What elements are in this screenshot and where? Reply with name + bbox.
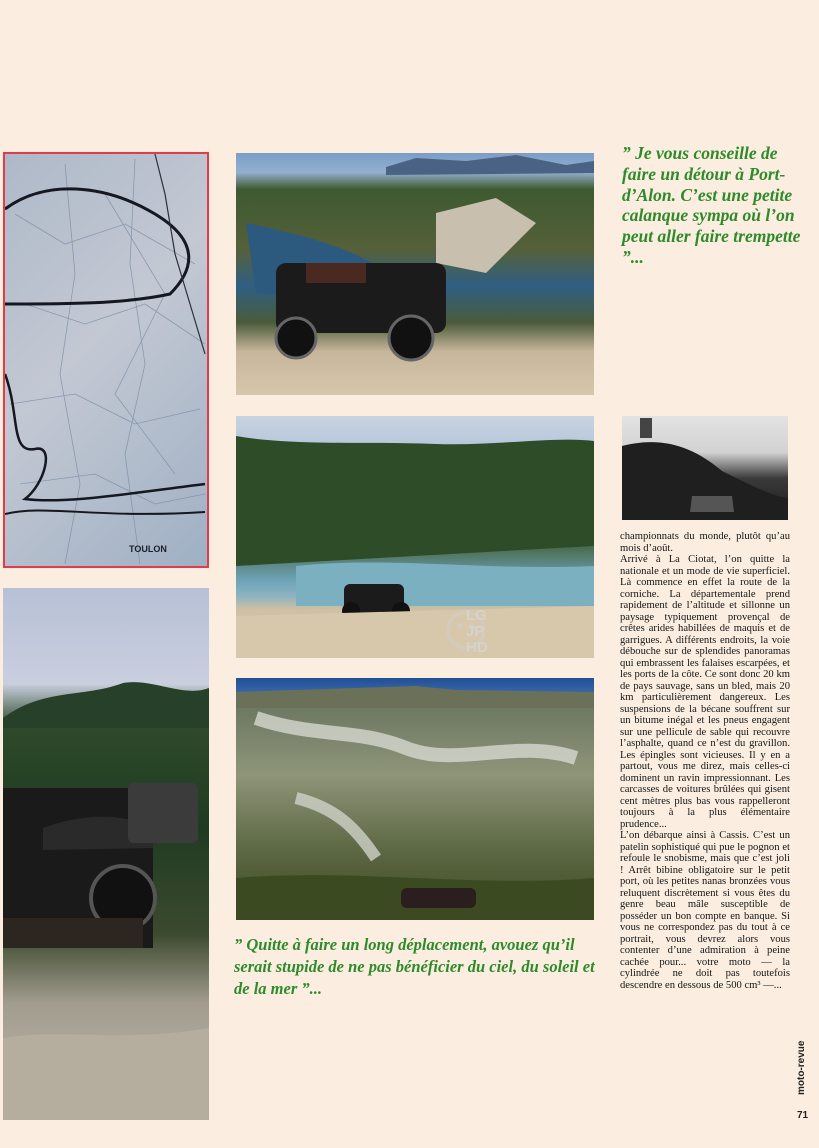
article-column xyxy=(620,531,790,991)
garrigue-landscape-photo xyxy=(236,678,594,920)
article-paragraph: Arrivé à La Ciotat, l’on quitte la nationale et un mode de vie superficiel. Là commence en effet la route de la corniche. La départementale prend rapidement de l’altitude et sillonne un paysage typiquement provençal de crêtes arides habillées de maquis et de garrigues. A différents endroits, la voie débouche sur de splendides panoramas qui embrassent les falaises escarpées, et les ports de la côte. Ce sont donc 20 km de pays sauvage, sans un bled, mais 20 km particulièrement dangereux. Les suspensions de la bécane souffrent sur un bitume inégal et les pneus engagent sur une pellicule de sable qui recouvre l’asphalte, quand ce n’est du gravillon. Les épingles sont vicieuses. Il y en a partout, vous me direz, mais celles-ci dominent un ravin impressionnant. Les carcasses de voitures brûlées qui gisent cent mètres plus bas vous rappelleront toujours à la plus élémentaire prudence... xyxy=(620,554,790,830)
watermark-text xyxy=(466,608,488,656)
magazine-name: moto-revue xyxy=(796,1040,807,1095)
castle-rock-illustration xyxy=(622,416,788,520)
pull-quote-bottom: ” Quitte à faire un long déplacement, avouez qu’il serait stupide de ne pas bénéficier du ciel, du soleil et de la mer ”... xyxy=(234,935,595,998)
garrigue-landscape-illustration xyxy=(236,678,594,920)
road-map-image xyxy=(3,152,209,568)
map-city-label: TOULON xyxy=(129,544,167,554)
watermark-line: HD xyxy=(466,639,488,656)
map-routes-graphic xyxy=(5,154,207,566)
watermark-line: LG xyxy=(466,607,487,624)
motorcycle-closeup-illustration xyxy=(3,588,209,1120)
article-paragraph: L’on débarque ainsi à Cassis. C’est un patelin sophistiqué qui pue le pognon et refoule le snobisme, mais que c’est joli ! Arrêt bibine obligatoire sur le petit port, où les petites nanas bronzées vous reluquent discrètement si vous êtes du genre beau mâle susceptible de posséder un bon compte en banque. Si vous ne correspondez pas du tout à ce portrait, vous devrez alors vous contenter d’une admiration à peine cachée pour... votre moto — la cylindrée ne doit pas toutefois descendre en dessous de 500 cm³ —... xyxy=(620,830,790,991)
port-dalon-illustration xyxy=(236,153,594,395)
port-dalon-photo xyxy=(236,153,594,395)
page-number: 71 xyxy=(797,1110,809,1121)
castle-rock-photo xyxy=(622,416,788,520)
calanque-beach-illustration xyxy=(236,416,594,658)
watermark-line: JP xyxy=(466,623,485,640)
pull-quote-top: ” Je vous conseille de faire un détour à Port-d’Alon. C’est une petite calanque sympa où l’on peut aller faire trempette ”... xyxy=(622,143,801,267)
motorcycle-closeup-photo xyxy=(3,588,209,1120)
article-paragraph: championnats du monde, plutôt qu’au mois d’août. xyxy=(620,531,790,554)
calanque-beach-photo xyxy=(236,416,594,658)
